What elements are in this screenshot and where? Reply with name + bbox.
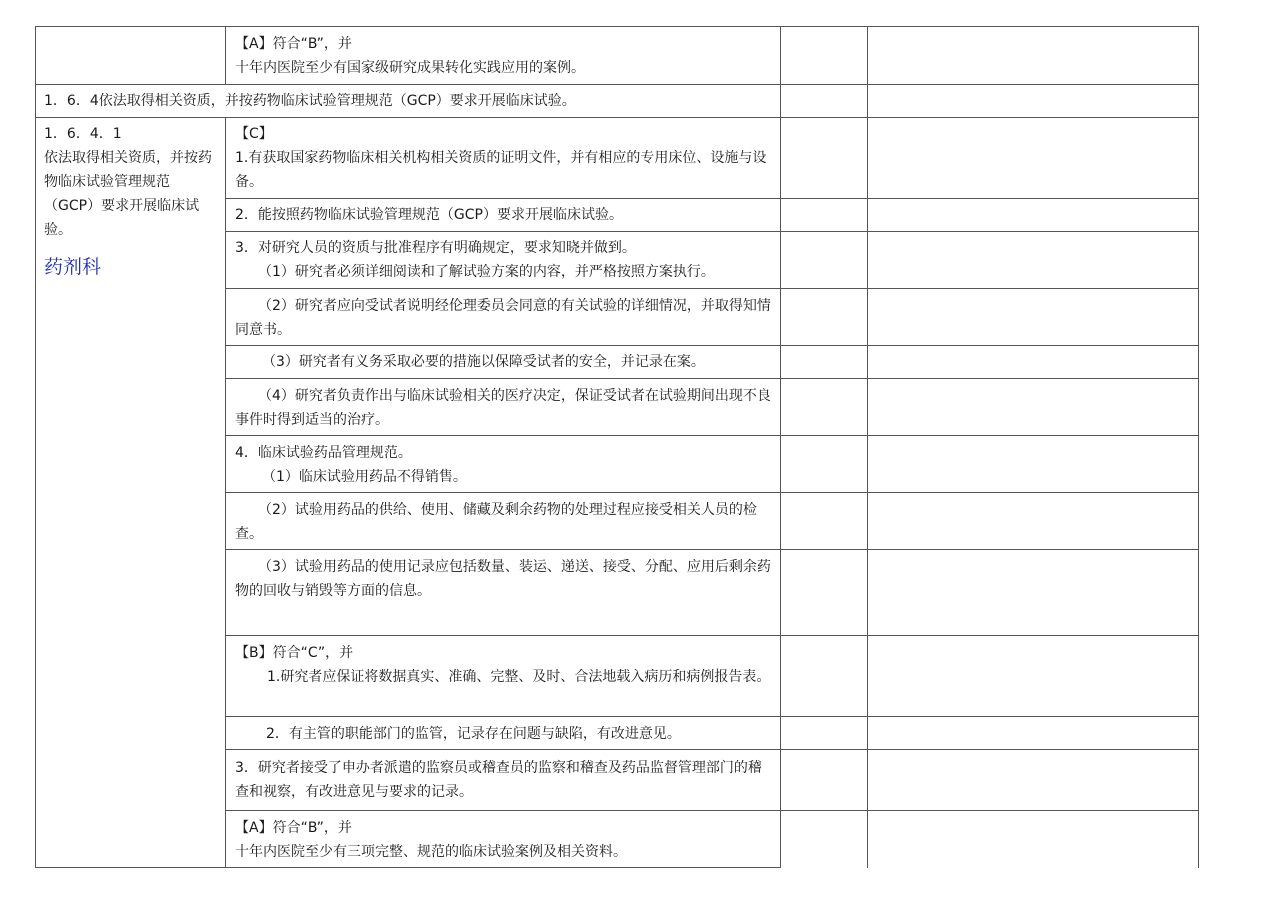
a-criterion-1: 十年内医院至少有三项完整、规范的临床试验案例及相关资料。 xyxy=(235,844,627,860)
table-row-divider xyxy=(225,378,1199,379)
b-criterion-3: 3．研究者接受了申办者派遣的监察员或稽查员的监察和稽查及药品监督管理部门的稽查和视察，有改进意见与要求的记录。 xyxy=(235,760,762,800)
table-column-divider-3 xyxy=(867,26,868,868)
c-criterion-1: 1.有获取国家药物临床相关机构相关资质的证明文件，并有相应的专用床位、设施与设备。 xyxy=(235,150,767,190)
table-row-divider xyxy=(225,549,1199,550)
b-grade-label: 【B】符合“C”，并 xyxy=(235,645,354,661)
table-row-divider xyxy=(225,231,1199,232)
table-row-divider xyxy=(225,716,1199,717)
table-row-divider xyxy=(225,198,1199,199)
c-criterion-4-1: （1）临床试验用药品不得销售。 xyxy=(262,469,467,485)
table-row-divider xyxy=(225,288,1199,289)
table-border-left xyxy=(35,26,36,868)
c-criterion-3-4: （4）研究者负责作出与临床试验相关的医疗决定，保证受试者在试验期间出现不良事件时得到适当的治疗。 xyxy=(235,388,771,428)
c-criterion-4: 4．临床试验药品管理规范。 xyxy=(235,445,412,461)
table-row-divider xyxy=(225,749,1199,750)
c-criterion-3-2: （2）研究者应向受试者说明经伦理委员会同意的有关试验的详细情况，并取得知情同意书。 xyxy=(235,298,771,338)
table-border-right xyxy=(1198,26,1199,868)
department-label: 药剂科 xyxy=(44,256,102,278)
table-row-divider xyxy=(35,117,1199,118)
table-column-divider-1 xyxy=(225,26,226,84)
table-border-top xyxy=(35,26,1199,27)
c-criterion-4-2: （2）试验用药品的供给、使用、储藏及剩余药物的处理过程应接受相关人员的检查。 xyxy=(235,502,757,542)
table-row-divider xyxy=(225,810,1199,811)
table-column-divider-2 xyxy=(780,26,781,868)
table-row-divider xyxy=(35,84,1199,85)
table-row-divider xyxy=(225,635,1199,636)
b-criterion-1: 1.研究者应保证将数据真实、准确、完整、及时、合法地载入病历和病例报告表。 xyxy=(267,669,771,685)
c-criterion-3: 3．对研究人员的资质与批准程序有明确规定，要求知晓并做到。 xyxy=(235,240,636,256)
b-criterion-2: 2．有主管的职能部门的监管，记录存在问题与缺陷，有改进意见。 xyxy=(266,726,681,742)
a-grade-label-prev: 【A】符合“B”，并 xyxy=(235,36,352,52)
table-row-divider xyxy=(225,492,1199,493)
c-criterion-2: 2．能按照药物临床试验管理规范（GCP）要求开展临床试验。 xyxy=(235,207,623,223)
c-grade-label: 【C】 xyxy=(235,126,273,142)
table-row-divider xyxy=(225,345,1199,346)
a-grade-criterion-prev: 十年内医院至少有国家级研究成果转化实践应用的案例。 xyxy=(235,60,585,76)
item-code: 1．6．4．1 xyxy=(44,126,122,142)
table-row-divider xyxy=(225,435,1199,436)
section-header-1-6-4: 1．6．4依法取得相关资质，并按药物临床试验管理规范（GCP）要求开展临床试验。 xyxy=(44,93,576,109)
table-border-bottom xyxy=(35,867,781,868)
item-description: 依法取得相关资质，并按药物临床试验管理规范（GCP）要求开展临床试验。 xyxy=(44,150,212,238)
c-criterion-4-3: （3）试验用药品的使用记录应包括数量、装运、递送、接受、分配、应用后剩余药物的回收与销毁等方面的信息。 xyxy=(235,559,771,599)
c-criterion-3-1: （1）研究者必须详细阅读和了解试验方案的内容，并严格按照方案执行。 xyxy=(258,264,715,280)
a-grade-label: 【A】符合“B”，并 xyxy=(235,820,352,836)
c-criterion-3-3: （3）研究者有义务采取必要的措施以保障受试者的安全，并记录在案。 xyxy=(262,354,705,370)
